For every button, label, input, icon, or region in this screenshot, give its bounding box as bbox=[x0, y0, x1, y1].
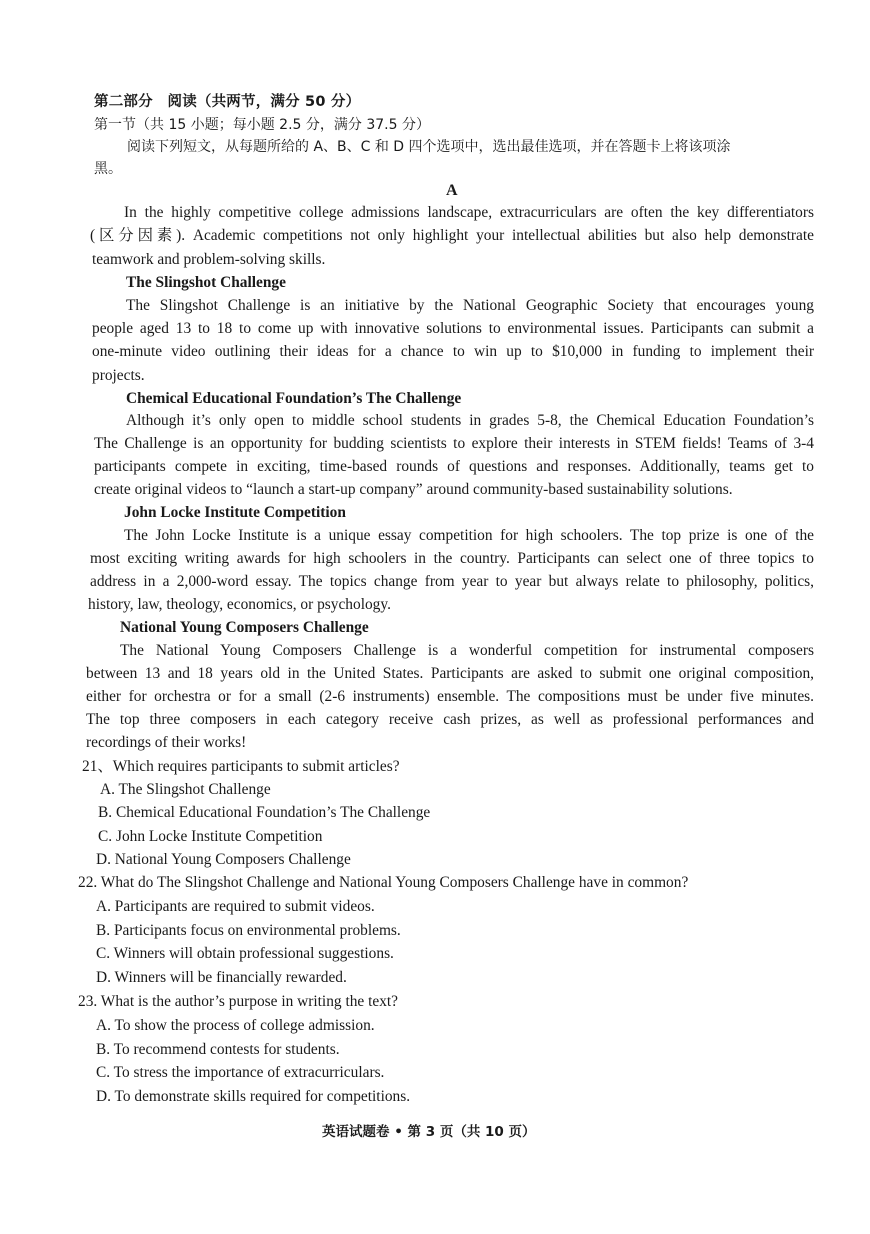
composers-line-5: recordings of their works! bbox=[86, 734, 247, 751]
question-23-option-b[interactable]: B. To recommend contests for students. bbox=[96, 1041, 340, 1058]
composers-line-3: either for orchestra or for a small (2-6 instruments) ensemble. The compositions must be under five minutes. bbox=[86, 688, 814, 705]
question-21-option-d[interactable]: D. National Young Composers Challenge bbox=[96, 851, 351, 868]
question-23-option-c[interactable]: C. To stress the importance of extracurriculars. bbox=[96, 1064, 385, 1081]
chemical-line-3: participants compete in exciting, time-based rounds of questions and responses. Additionally, teams get to bbox=[94, 458, 814, 475]
question-23-option-a[interactable]: A. To show the process of college admission. bbox=[96, 1017, 375, 1034]
page-footer: 英语试题卷 • 第 3 页（共 10 页） bbox=[322, 1124, 536, 1140]
john-locke-line-1: The John Locke Institute is a unique essay competition for high schoolers. The top prize is one of the bbox=[124, 527, 814, 544]
section-heading-composers: National Young Composers Challenge bbox=[120, 619, 369, 636]
question-21-option-c[interactable]: C. John Locke Institute Competition bbox=[98, 828, 323, 845]
chemical-line-1: Although it’s only open to middle school students in grades 5-8, the Chemical Education Foundation’s bbox=[126, 412, 814, 429]
question-23-stem: 23. What is the author’s purpose in writing the text? bbox=[78, 993, 399, 1010]
question-22-option-a[interactable]: A. Participants are required to submit videos. bbox=[96, 898, 375, 915]
question-22-option-d[interactable]: D. Winners will be financially rewarded. bbox=[96, 969, 347, 986]
intro-line-2: (区分因素). Academic competitions not only highlight your intellectual abilities but also help demonstrate bbox=[90, 227, 814, 244]
section-heading-john-locke: John Locke Institute Competition bbox=[124, 504, 346, 521]
intro-line-1: In the highly competitive college admissions landscape, extracurriculars are often the key differentiators bbox=[124, 204, 814, 221]
slingshot-line-1: The Slingshot Challenge is an initiative by the National Geographic Society that encourages young bbox=[126, 297, 814, 314]
question-21-option-b[interactable]: B. Chemical Educational Foundation’s The Challenge bbox=[98, 804, 431, 821]
question-22-option-c[interactable]: C. Winners will obtain professional suggestions. bbox=[96, 945, 394, 962]
question-21-option-a[interactable]: A. The Slingshot Challenge bbox=[100, 781, 271, 798]
chemical-line-2: The Challenge is an opportunity for budding scientists to explore their interests in STEM fields! Teams of 3-4 bbox=[94, 435, 814, 452]
section-heading-chemical: Chemical Educational Foundation’s The Challenge bbox=[126, 390, 462, 407]
john-locke-line-4: history, law, theology, economics, or psychology. bbox=[88, 596, 391, 613]
slingshot-line-3: one-minute video outlining their ideas for a chance to win up to $10,000 in funding to implement their bbox=[92, 343, 814, 360]
instruction-line-2: 黑。 bbox=[94, 161, 122, 177]
chemical-line-4: create original videos to “launch a start-up company” around community-based sustainability solutions. bbox=[94, 481, 733, 498]
john-locke-line-2: most exciting writing awards for high schoolers in the country. Participants can select one of three topics to bbox=[90, 550, 814, 567]
composers-line-2: between 13 and 18 years old in the United States. Participants are asked to submit one original composition, bbox=[86, 665, 814, 682]
composers-line-4: The top three composers in each category receive cash prizes, as well as professional performances and bbox=[86, 711, 814, 728]
question-21-stem: 21、Which requires participants to submit articles? bbox=[82, 758, 400, 775]
section-title: 第一节（共 15 小题；每小题 2.5 分，满分 37.5 分） bbox=[94, 117, 430, 133]
composers-line-1: The National Young Composers Challenge is a wonderful competition for instrumental composers bbox=[120, 642, 814, 659]
question-22-option-b[interactable]: B. Participants focus on environmental problems. bbox=[96, 922, 401, 939]
question-23-option-d[interactable]: D. To demonstrate skills required for competitions. bbox=[96, 1088, 411, 1105]
john-locke-line-3: address in a 2,000-word essay. The topics change from year to year but always relate to philosophy, politics, bbox=[90, 573, 814, 590]
section-heading-slingshot: The Slingshot Challenge bbox=[126, 274, 286, 291]
part-title: 第二部分 阅读（共两节，满分 50 分） bbox=[94, 94, 361, 110]
slingshot-line-4: projects. bbox=[92, 367, 145, 384]
slingshot-line-2: people aged 13 to 18 to come up with innovative solutions to environmental issues. Participants can submit a bbox=[92, 320, 814, 337]
intro-line-3: teamwork and problem-solving skills. bbox=[92, 251, 326, 268]
instruction-line-1: 阅读下列短文，从每题所给的 A、B、C 和 D 四个选项中，选出最佳选项，并在答题卡上将该项涂 bbox=[127, 139, 731, 155]
passage-label: A bbox=[446, 182, 458, 199]
question-22-stem: 22. What do The Slingshot Challenge and National Young Composers Challenge have in common? bbox=[78, 874, 689, 891]
